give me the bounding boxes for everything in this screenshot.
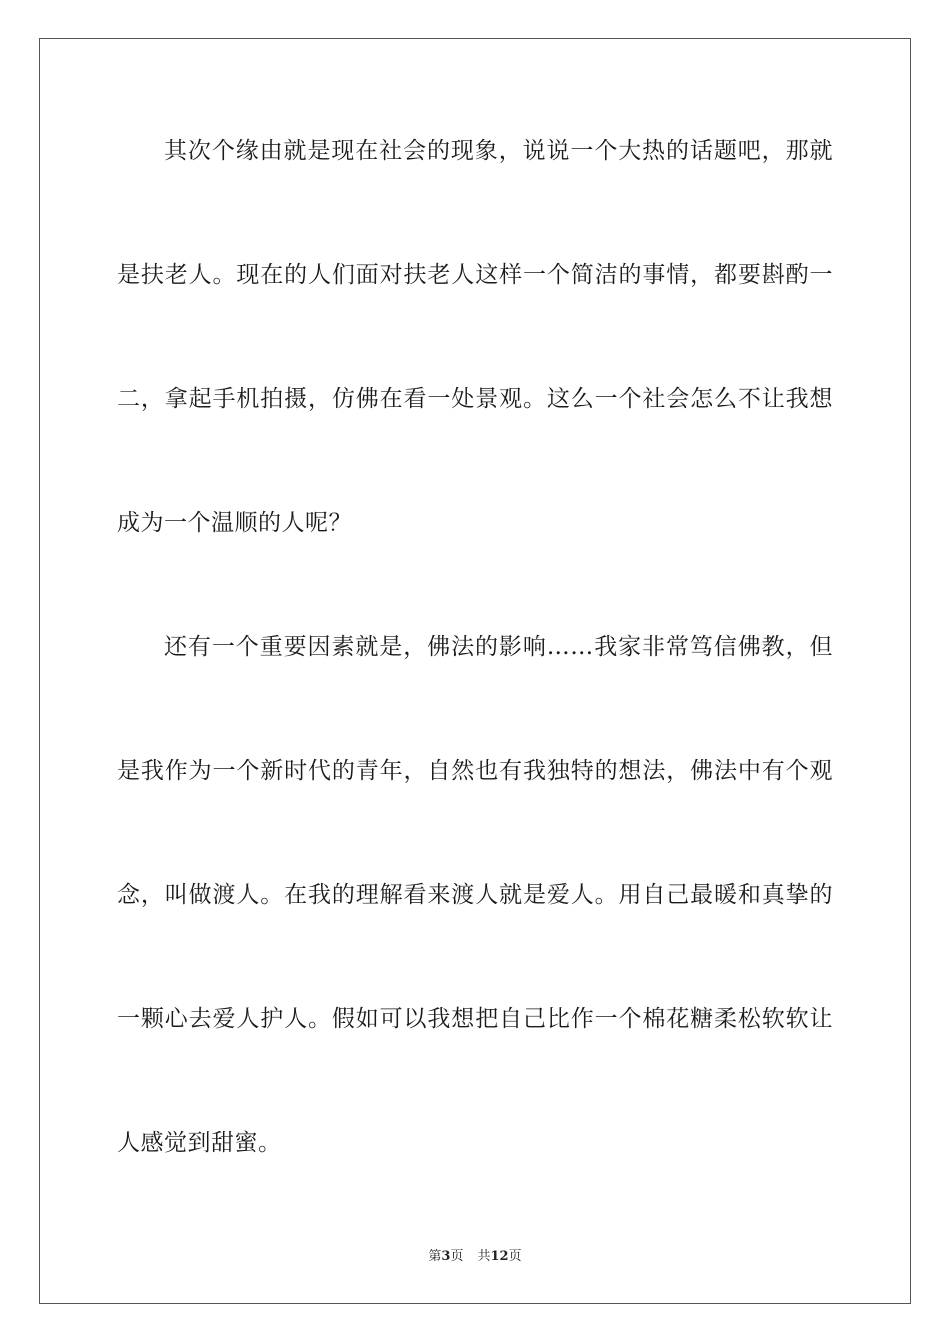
page-footer	[0, 1248, 950, 1266]
paragraph-1-line-3: 二，拿起手机拍摄，仿佛在看一处景观。这么一个社会怎么不让我想	[117, 386, 833, 412]
page-border	[39, 38, 911, 1304]
total-prefix: 共	[477, 1249, 491, 1264]
total-pages: 12	[490, 1249, 509, 1264]
paragraph-1-line-1: 其次个缘由就是现在社会的现象，说说一个大热的话题吧，那就	[164, 138, 833, 164]
paragraph-2-line-3: 念，叫做渡人。在我的理解看来渡人就是爱人。用自己最暖和真挚的	[117, 882, 833, 908]
paragraph-1-line-4: 成为一个温顺的人呢？	[117, 510, 352, 536]
paragraph-2-line-4: 一颗心去爱人护人。假如可以我想把自己比作一个棉花糖柔松软软让	[117, 1006, 833, 1032]
page-number: 3	[441, 1249, 451, 1264]
page-suffix: 页	[450, 1249, 464, 1264]
paragraph-2-line-2: 是我作为一个新时代的青年，自然也有我独特的想法，佛法中有个观	[117, 758, 833, 784]
total-suffix: 页	[508, 1249, 522, 1264]
page-prefix: 第	[428, 1249, 442, 1264]
paragraph-2-line-5: 人感觉到甜蜜。	[117, 1130, 282, 1156]
paragraph-2-line-1: 还有一个重要因素就是，佛法的影响……我家非常笃信佛教，但	[164, 634, 833, 660]
paragraph-1-line-2: 是扶老人。现在的人们面对扶老人这样一个简洁的事情，都要斟酌一	[117, 262, 833, 288]
